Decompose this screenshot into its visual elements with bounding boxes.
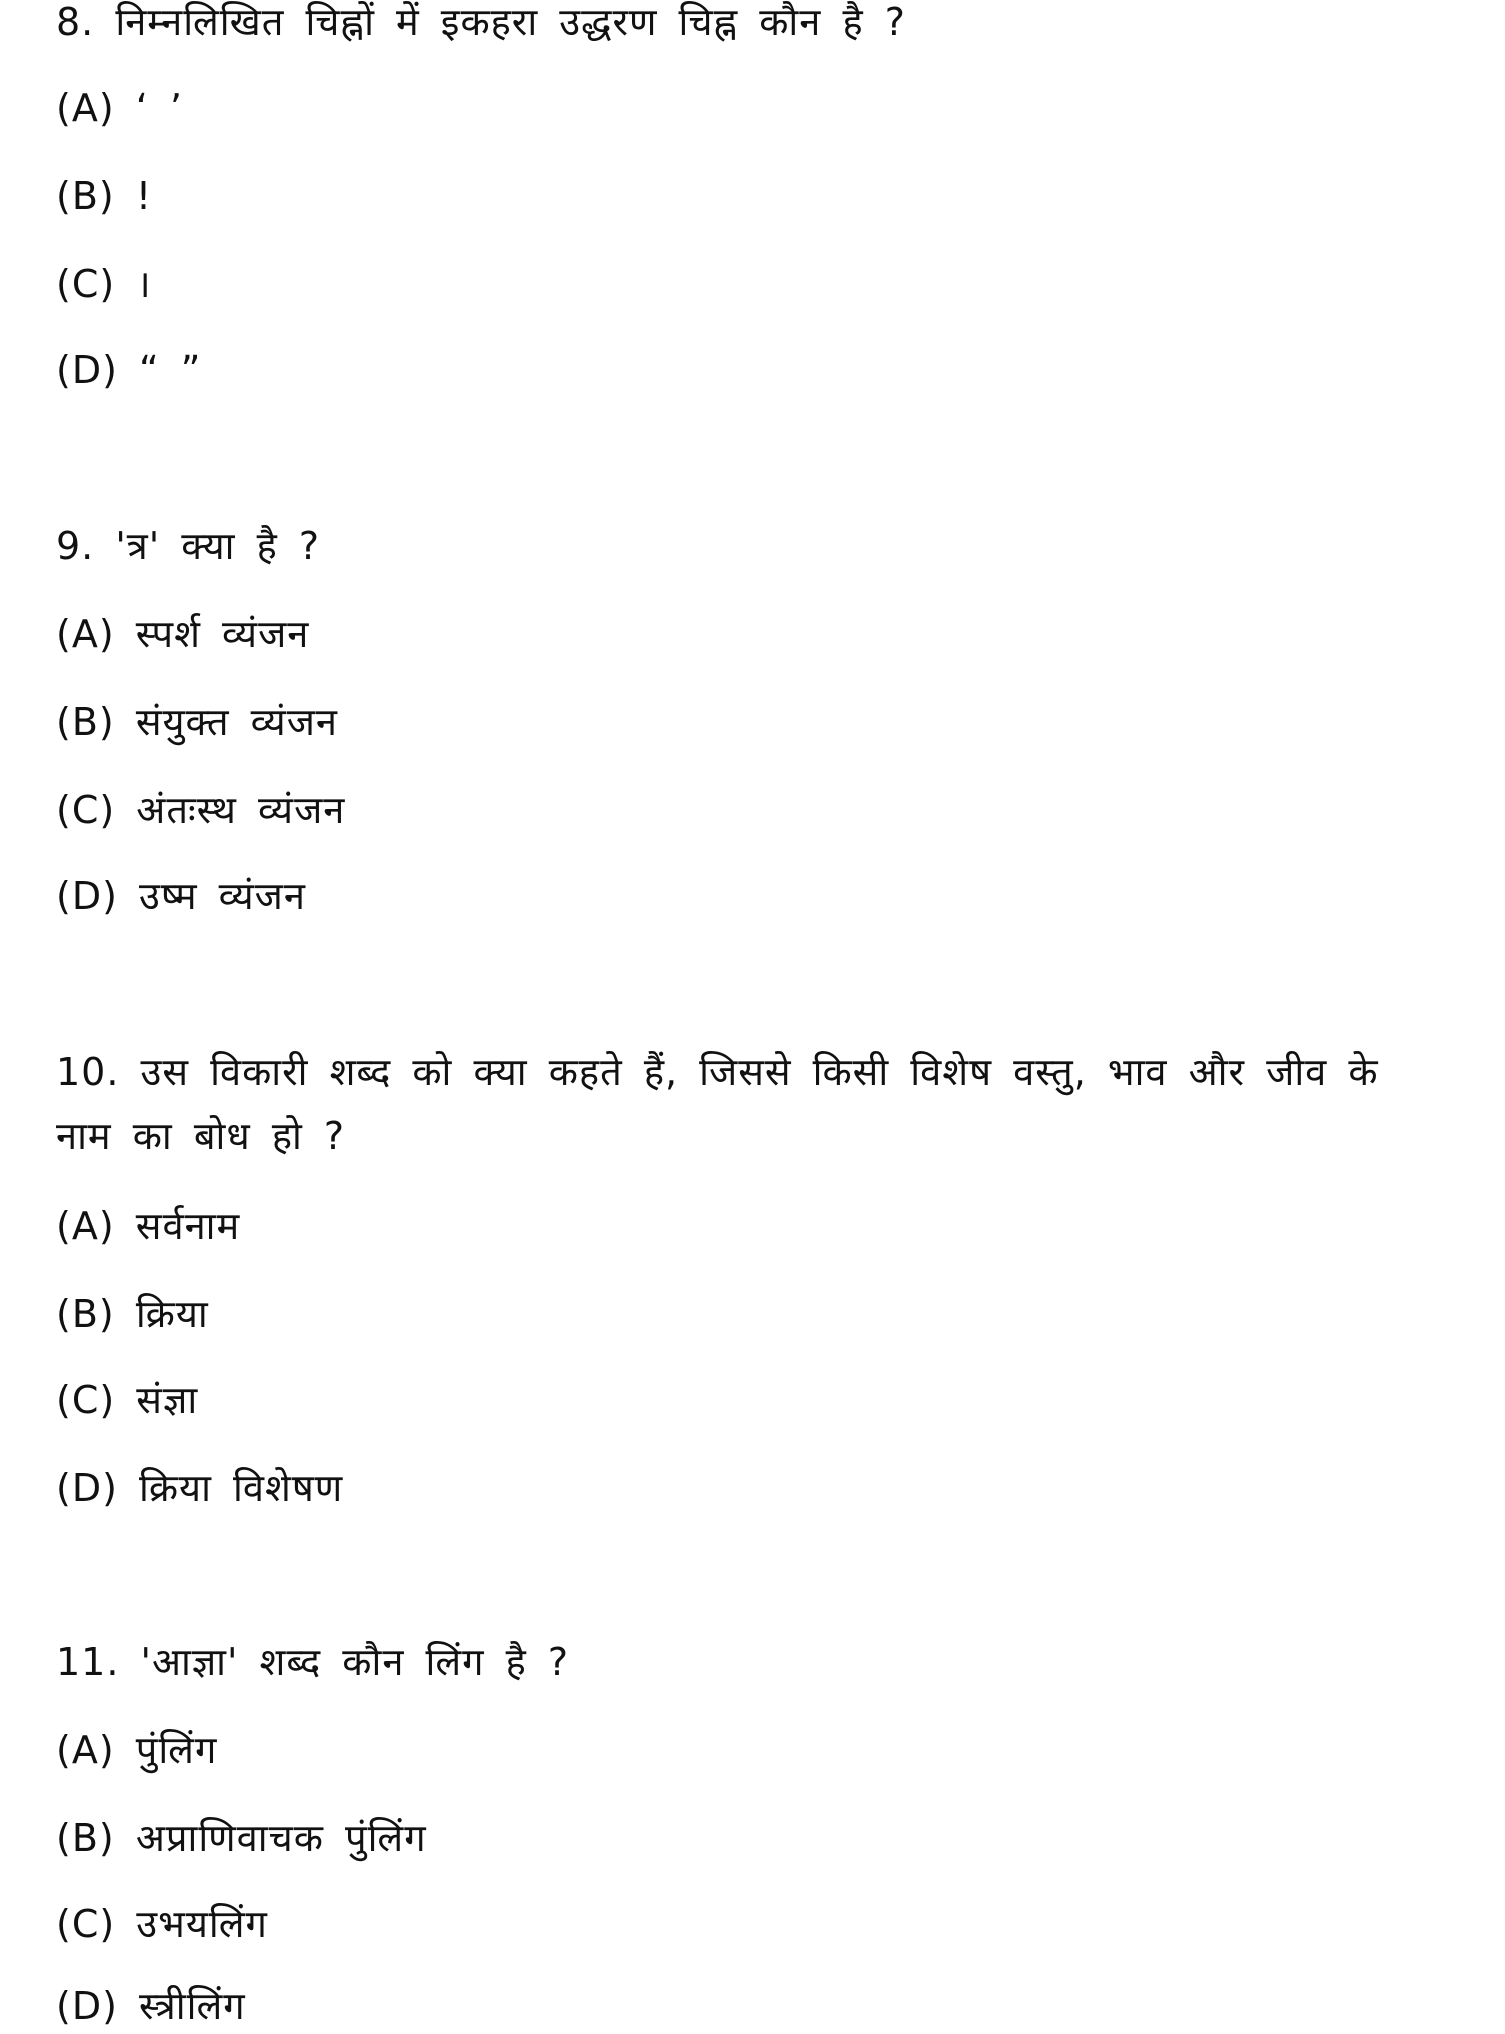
- option-text: स्त्रीलिंग: [139, 1984, 246, 2028]
- question-9: [56, 520, 320, 572]
- option-label: (D): [56, 1984, 118, 2028]
- q10-option-b: [56, 1288, 209, 1340]
- q9-option-d: [56, 870, 306, 922]
- question-8: [56, 0, 906, 48]
- option-label: (B): [56, 174, 115, 218]
- option-text: संयुक्त व्यंजन: [135, 700, 338, 744]
- option-text: ‘ ’: [135, 86, 183, 130]
- q8-option-d: [56, 344, 201, 396]
- q10-option-a: [56, 1200, 240, 1252]
- q8-option-b: [56, 170, 152, 222]
- question-11: [56, 1636, 569, 1688]
- option-text: सर्वनाम: [135, 1204, 241, 1248]
- option-text: अंतःस्थ व्यंजन: [136, 788, 346, 832]
- option-text: उष्म व्यंजन: [139, 874, 306, 918]
- q9-option-b: [56, 696, 338, 748]
- question-number: 10.: [56, 1050, 120, 1094]
- option-text: पुंलिंग: [135, 1728, 218, 1772]
- question-number: 9.: [56, 524, 95, 568]
- option-label: (D): [56, 348, 118, 392]
- option-label: (C): [56, 788, 116, 832]
- option-label: (A): [56, 1204, 115, 1248]
- option-label: (A): [56, 86, 115, 130]
- question-number: 8.: [56, 0, 95, 44]
- option-label: (B): [56, 700, 115, 744]
- option-label: (B): [56, 1816, 115, 1860]
- option-label: (B): [56, 1292, 115, 1336]
- question-text: निम्नलिखित चिह्नों में इकहरा उद्धरण चिह्न कौन है ?: [115, 0, 906, 44]
- q10-option-d: [56, 1462, 343, 1514]
- question-text: 'त्र' क्या है ?: [115, 524, 321, 568]
- question-10: [56, 1046, 1379, 1098]
- q10-option-c: [56, 1374, 198, 1426]
- question-text-line-2: नाम का बोध हो ?: [56, 1114, 346, 1158]
- q8-option-c: [56, 258, 152, 310]
- option-text: !: [135, 174, 153, 218]
- option-label: (A): [56, 612, 115, 656]
- option-text: ।: [136, 262, 152, 306]
- option-label: (C): [56, 262, 116, 306]
- option-label: (C): [56, 1902, 116, 1946]
- option-text: क्रिया विशेषण: [139, 1466, 344, 1510]
- question-10-continuation: [56, 1110, 345, 1162]
- q9-option-c: [56, 784, 345, 836]
- option-label: (A): [56, 1728, 115, 1772]
- option-text: संज्ञा: [136, 1378, 199, 1422]
- option-label: (D): [56, 1466, 118, 1510]
- option-text: क्रिया: [135, 1292, 209, 1336]
- q9-option-a: [56, 608, 309, 660]
- option-label: (D): [56, 874, 118, 918]
- option-text: स्पर्श व्यंजन: [135, 612, 310, 656]
- option-text: अप्राणिवाचक पुंलिंग: [135, 1816, 427, 1860]
- option-text: “ ”: [139, 348, 202, 392]
- question-number: 11.: [56, 1640, 120, 1684]
- q11-option-d: [56, 1980, 246, 2032]
- question-text: 'आज्ञा' शब्द कौन लिंग है ?: [140, 1640, 569, 1684]
- q11-option-a: [56, 1724, 217, 1776]
- q11-option-b: [56, 1812, 427, 1864]
- option-label: (C): [56, 1378, 116, 1422]
- option-text: उभयलिंग: [136, 1902, 268, 1946]
- q8-option-a: [56, 82, 183, 134]
- q11-option-c: [56, 1898, 268, 1950]
- question-text-line-1: उस विकारी शब्द को क्या कहते हैं, जिससे किसी विशेष वस्तु, भाव और जीव के: [140, 1050, 1379, 1094]
